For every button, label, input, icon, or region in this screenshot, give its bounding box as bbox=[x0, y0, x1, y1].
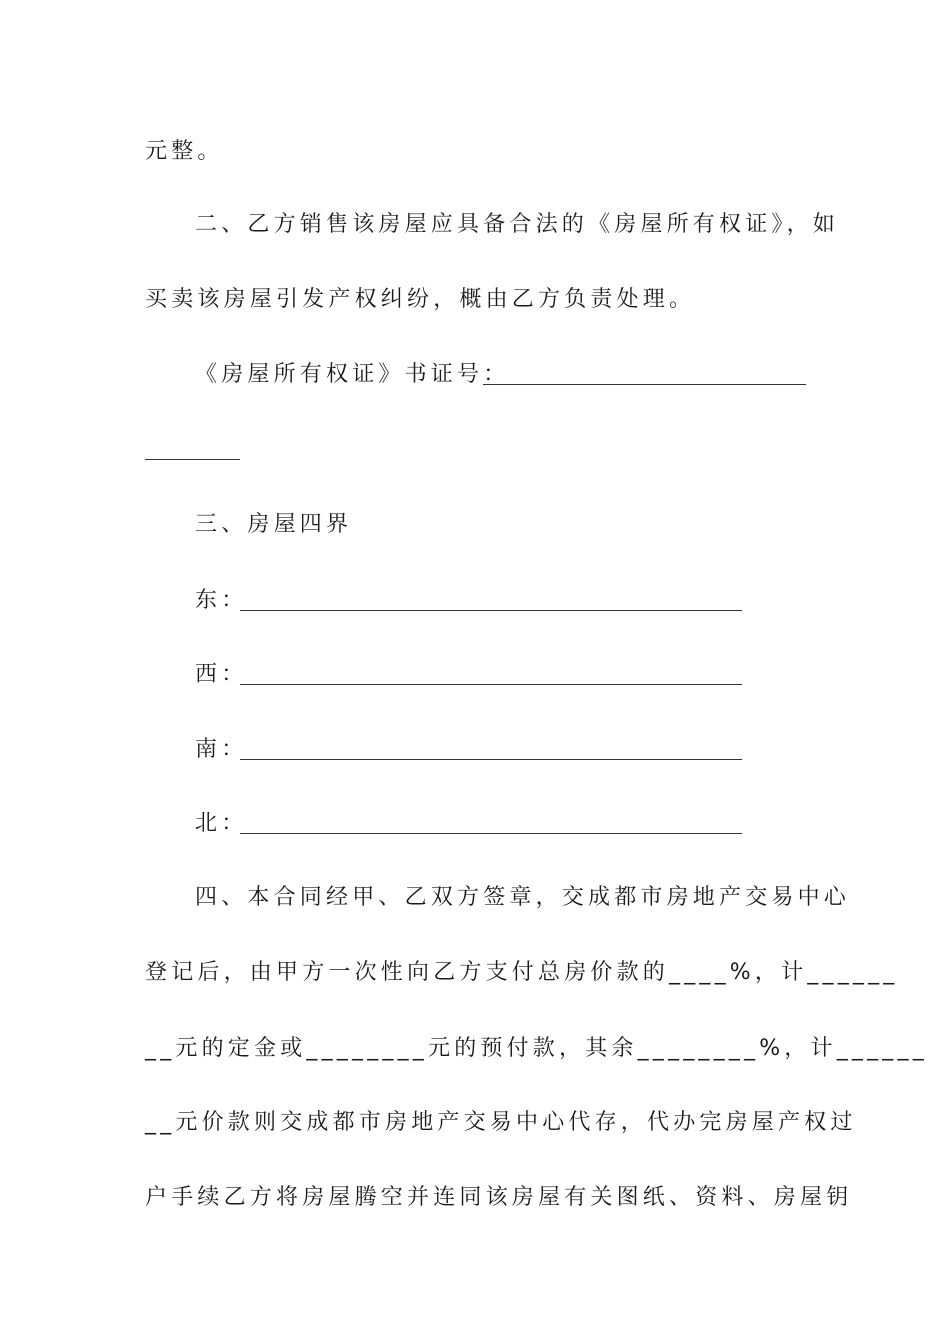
boundary-north-label: 北： bbox=[195, 811, 248, 836]
clause-four-line-4: __元价款则交成都市房地产交易中心代存，代办完房屋产权过 bbox=[145, 1110, 857, 1135]
clause-four-line-1: 四、本合同经甲、乙双方签章，交成都市房地产交易中心 bbox=[195, 885, 851, 910]
boundary-east-label: 东： bbox=[195, 588, 248, 613]
clause-four-line-3: __元的定金或________元的预付款，其余________%，计______ bbox=[145, 1036, 928, 1061]
text-line: 元整。 bbox=[145, 139, 224, 164]
certificate-number-blank bbox=[483, 384, 806, 385]
clause-four-line-5: 户手续乙方将房屋腾空并连同该房屋有关图纸、资料、房屋钥 bbox=[145, 1185, 853, 1210]
boundary-east-blank bbox=[240, 610, 742, 611]
boundary-west-label: 西： bbox=[195, 662, 248, 687]
clause-two-line-2: 买卖该房屋引发产权纠纷，概由乙方负责处理。 bbox=[145, 287, 696, 312]
clause-three-heading: 三、房屋四界 bbox=[195, 512, 353, 537]
boundary-west-blank bbox=[240, 684, 742, 685]
certificate-number-label: 《房屋所有权证》书证号： bbox=[195, 362, 510, 387]
clause-two-line-1: 二、乙方销售该房屋应具备合法的《房屋所有权证》，如 bbox=[195, 212, 840, 237]
boundary-south-blank bbox=[240, 759, 742, 760]
boundary-north-blank bbox=[240, 833, 742, 834]
clause-four-line-2: 登记后，由甲方一次性向乙方支付总房价款的____%，计______ bbox=[145, 960, 899, 985]
boundary-south-label: 南： bbox=[195, 737, 248, 762]
certificate-number-blank-continued bbox=[145, 459, 240, 460]
